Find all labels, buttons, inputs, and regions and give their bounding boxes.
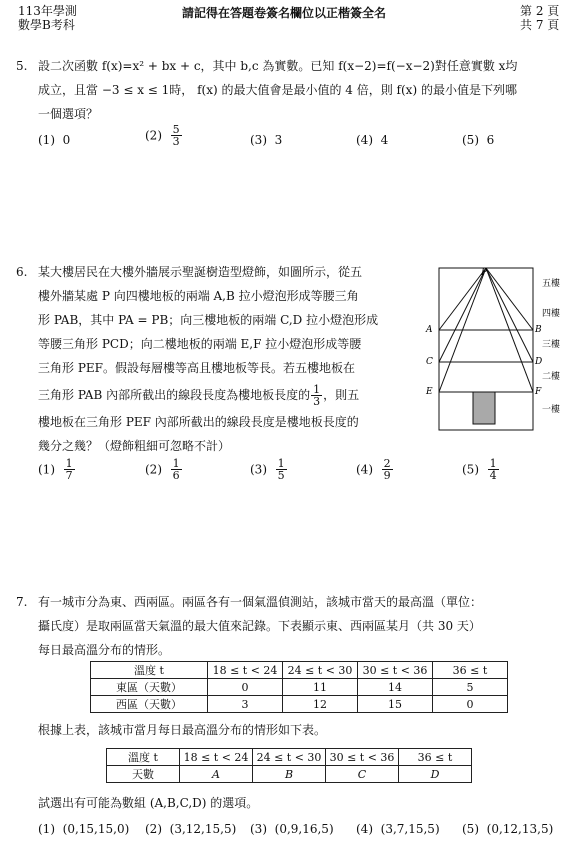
q6-line-1: 某大樓居民在大樓外牆展示聖誕樹造型燈飾，如圖所示，從五 <box>38 265 363 279</box>
q7-middle-text: 根據上表，該城市當月每日最高溫分布的情形如下表。 <box>38 723 327 737</box>
q6-line-3: 形 PAB，其中 PA = PB；向三樓地板的兩端 C,D 拉小燈泡形成 <box>38 313 379 327</box>
q7-option-1[interactable]: (1) (0,15,15,0) <box>38 822 130 836</box>
q6-line-4: 等腰三角形 PCD；向二樓地板的兩端 E,F 拉小燈泡形成等腰 <box>38 337 362 351</box>
label-floor-2: 二樓 <box>542 372 561 382</box>
table-row: 東區（天數） 0 11 14 5 <box>91 679 508 696</box>
label-floor-5: 五樓 <box>542 279 561 289</box>
header-left <box>18 4 77 32</box>
q5-stem <box>38 54 568 126</box>
table-row: 天數 A B C D <box>107 766 472 783</box>
q6-figure <box>424 262 570 434</box>
q6-option-1[interactable]: (1) $\frac{1}{7}$ <box>38 457 73 482</box>
q5-option-1[interactable]: (1) 0 <box>38 133 71 147</box>
q5-option-5[interactable]: (5) 6 <box>462 133 495 147</box>
label-D: D <box>535 357 543 367</box>
q7-line-2: 攝氏度）是取兩區當天氣溫的最大值來記錄。下表顯示東、西兩區某月（共 30 天） <box>38 619 481 633</box>
q5-line-1: 設二次函數 f(x)=x² + bx + c，其中 b,c 為實數。已知 f(x−2)=f(−x−2)對任意實數 x均 <box>38 59 518 73</box>
label-floor-4: 四樓 <box>542 309 561 319</box>
q6-option-3[interactable]: (3) $\frac{1}{5}$ <box>250 457 285 482</box>
table-row: 溫度 t 18 ≤ t < 24 24 ≤ t < 30 30 ≤ t < 36 36 ≤ t <box>107 749 472 766</box>
q6-number: 6. <box>16 265 28 279</box>
header-notice: 請記得在答題卷簽名欄位以正楷簽全名 <box>182 6 387 20</box>
q6-line-8: 幾分之幾？（燈飾粗細可忽略不計） <box>38 439 231 453</box>
header-right <box>520 4 559 32</box>
q6-line-5: 三角形 PEF。假設每層樓等高且樓地板等長。若五樓地板在 <box>38 361 355 375</box>
q5-option-4[interactable]: (4) 4 <box>356 133 389 147</box>
q7-line-3: 每日最高溫分布的情形。 <box>38 643 171 657</box>
label-F: F <box>535 387 542 397</box>
label-P: P <box>480 268 488 278</box>
page-number: 第 2 頁 <box>520 4 560 18</box>
label-floor-1: 一樓 <box>542 405 561 415</box>
label-floor-3: 三樓 <box>542 340 561 350</box>
table-row: 西區（天數） 3 12 15 0 <box>91 696 508 713</box>
q6-line-7: 樓地板在三角形 PEF 內部所截出的線段長度是樓地板長度的 <box>38 415 359 429</box>
label-B: B <box>535 325 542 335</box>
q7-line-1: 有一城市分為東、西兩區。兩區各有一個氣溫偵測站，該城市當天的最高溫（單位： <box>38 595 483 609</box>
exam-subject: 數學B考科 <box>18 18 75 32</box>
door <box>473 392 495 424</box>
q5-option-3[interactable]: (3) 3 <box>250 133 283 147</box>
table-row: 溫度 t 18 ≤ t < 24 24 ≤ t < 30 30 ≤ t < 36 36 ≤ t <box>91 662 508 679</box>
q5-option-2[interactable]: (2) $\frac{5}{3}$ <box>145 123 180 148</box>
q6-line-6: 三角形 PAB 內部所截出的線段長度為樓地板長度的 $\frac{1}{3}$ ，則五 <box>38 383 360 408</box>
label-A: A <box>426 325 433 335</box>
page-total: 共 7 頁 <box>520 18 560 32</box>
q6-line-2: 樓外牆某處 P 向四樓地板的兩端 A,B 拉小燈泡形成等腰三角 <box>38 289 359 303</box>
label-C: C <box>426 357 433 367</box>
q6-option-4[interactable]: (4) $\frac{2}{9}$ <box>356 457 391 482</box>
label-E: E <box>426 387 433 397</box>
q7-option-3[interactable]: (3) (0,9,16,5) <box>250 822 334 836</box>
q7-option-5[interactable]: (5) (0,12,13,5) <box>462 822 554 836</box>
q7-option-2[interactable]: (2) (3,12,15,5) <box>145 822 237 836</box>
q5-number: 5. <box>16 59 28 73</box>
q7-table-1 <box>90 661 508 713</box>
q5-line-2: 成立，且當 −3 ≤ x ≤ 1時， f(x) 的最大值會是最小值的 4 倍，則 f(x) 的最小值是下列哪 <box>38 83 517 97</box>
q7-prompt: 試選出有可能為數組 (A,B,C,D) 的選項。 <box>38 796 259 810</box>
exam-year: 113年學測 <box>18 4 77 18</box>
q6-option-5[interactable]: (5) $\frac{1}{4}$ <box>462 457 497 482</box>
q6-option-2[interactable]: (2) $\frac{1}{6}$ <box>145 457 180 482</box>
q7-stem <box>38 590 568 662</box>
q5-line-3: 一個選項？ <box>38 107 99 121</box>
q6-stem <box>38 260 423 458</box>
q7-table-2 <box>106 748 472 783</box>
q7-number: 7. <box>16 595 28 609</box>
q7-option-4[interactable]: (4) (3,7,15,5) <box>356 822 440 836</box>
